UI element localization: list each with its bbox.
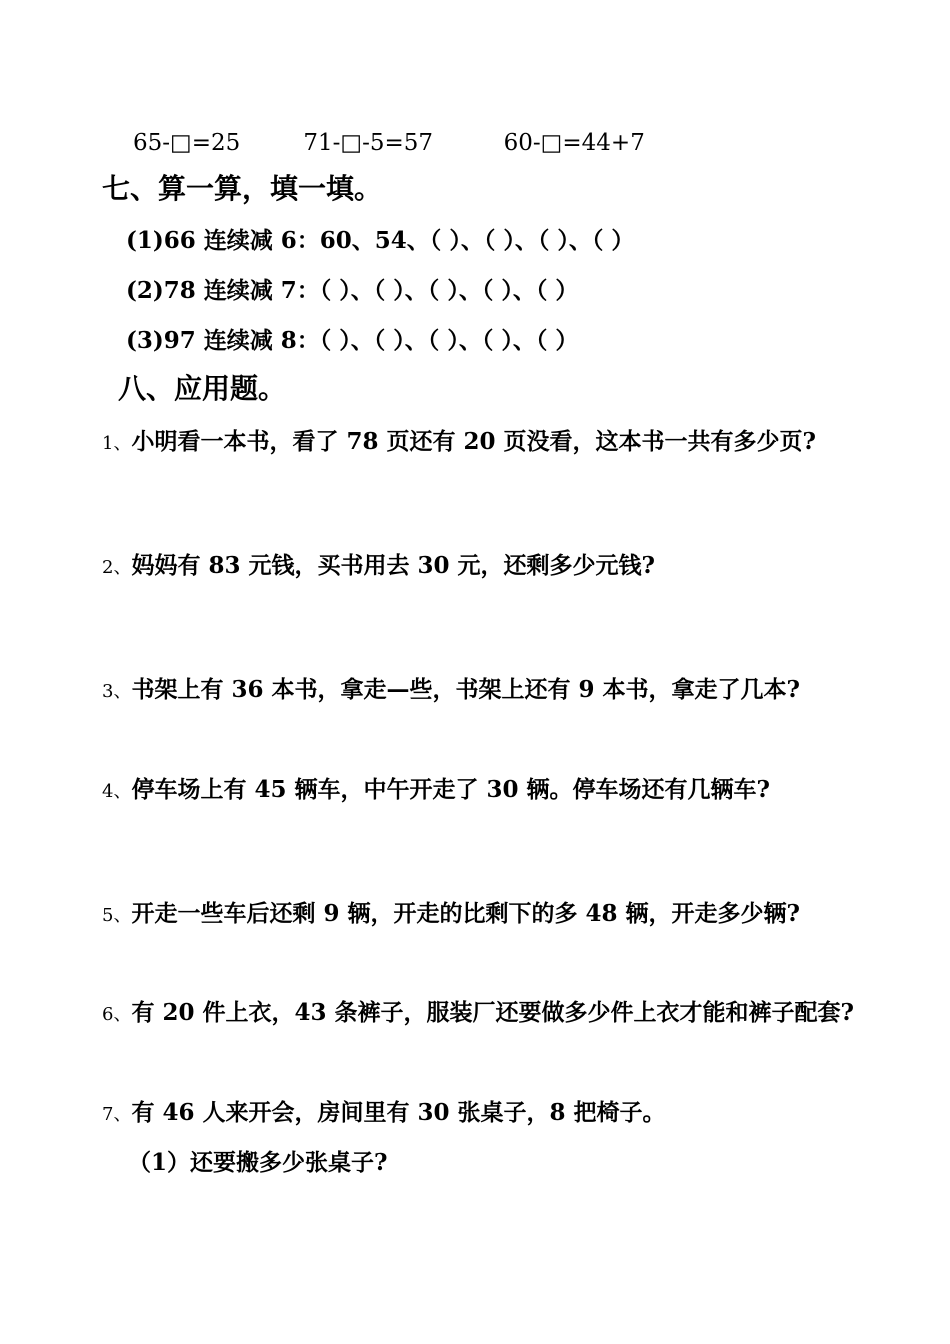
problem-number: 1、 (102, 433, 132, 454)
problem-text: 有 20 件上衣，43 条裤子，服装厂还要做多少件上衣才能和裤子配套? (131, 999, 854, 1026)
section-8-title: 八、应用题。 (118, 372, 287, 405)
problem-text: 书架上有 36 本书，拿走—些，书架上还有 9 本书，拿走了几本? (131, 676, 800, 703)
equation-1: 65-□=25 (133, 130, 241, 156)
problem-number: 5、 (102, 905, 132, 926)
equation-3: 60-□=44+7 (503, 130, 645, 156)
problem-5 (102, 899, 800, 931)
section-7-title: 七、算一算，填一填。 (102, 172, 383, 205)
problem-text: 有 46 人来开会，房间里有 30 张桌子，8 把椅子。 (131, 1099, 666, 1126)
problem-2 (102, 551, 655, 583)
problem-text: 停车场上有 45 辆车，中午开走了 30 辆。停车场还有几辆车? (131, 776, 770, 803)
equation-row (133, 128, 645, 158)
problem-6 (102, 998, 854, 1030)
sequence-item-1: (1)66 连续减 6：60、54、（ ）、（ ）、（ ）、（ ） (126, 227, 635, 254)
problem-number: 3、 (102, 681, 132, 702)
problem-number: 2、 (102, 557, 132, 578)
problem-number: 7、 (102, 1104, 132, 1125)
sequence-item-3: (3)97 连续减 8：（ ）、（ ）、（ ）、（ ）、（ ） (126, 327, 579, 354)
sequence-item-2: (2)78 连续减 7：（ ）、（ ）、（ ）、（ ）、（ ） (126, 277, 579, 304)
problem-text: 小明看一本书，看了 78 页还有 20 页没看，这本书一共有多少页? (131, 428, 816, 455)
problem-7-subquestion: （1）还要搬多少张桌子? (128, 1149, 388, 1176)
problem-4 (102, 775, 770, 807)
problem-1 (102, 427, 816, 459)
problem-3 (102, 675, 800, 707)
problem-7 (102, 1098, 666, 1130)
equation-2: 71-□-5=57 (303, 130, 434, 156)
problem-text: 开走一些车后还剩 9 辆，开走的比剩下的多 48 辆，开走多少辆? (131, 900, 800, 927)
problem-text: 妈妈有 83 元钱，买书用去 30 元，还剩多少元钱? (131, 552, 655, 579)
problem-number: 6、 (102, 1004, 132, 1025)
problem-number: 4、 (102, 781, 132, 802)
